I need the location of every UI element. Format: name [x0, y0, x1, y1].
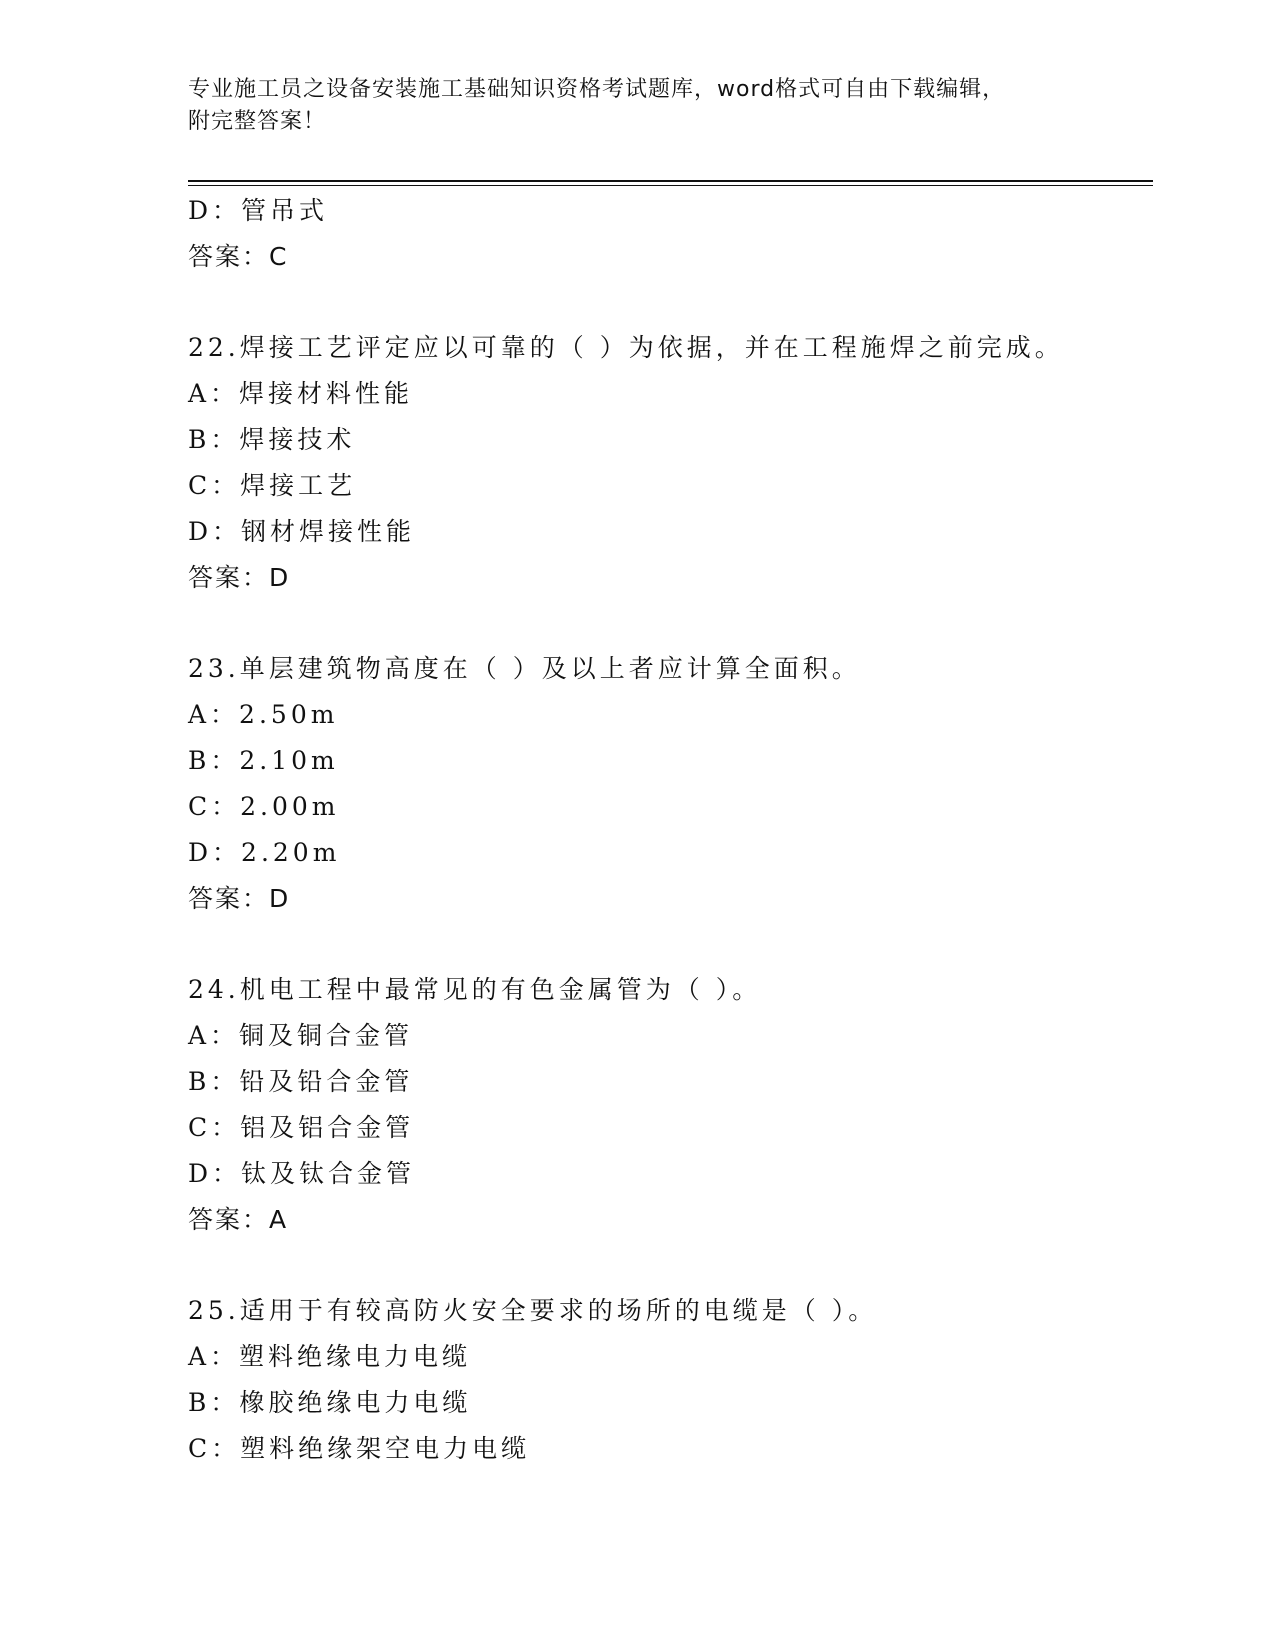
option-text: A：塑料绝缘电力电缆	[188, 1342, 472, 1371]
answer-text: 答案：D	[188, 563, 291, 592]
question-text: 25.适用于有较高防火安全要求的场所的电缆是（ ）。	[188, 1296, 878, 1325]
option-text: B：橡胶绝缘电力电缆	[188, 1388, 472, 1417]
option-text: D：2.20m	[188, 838, 341, 867]
option-text: C：焊接工艺	[188, 471, 357, 500]
question-text: 23.单层建筑物高度在（ ）及以上者应计算全面积。	[188, 654, 861, 683]
document-header	[188, 74, 1088, 138]
option-text: A：焊接材料性能	[188, 379, 414, 408]
question-spacer	[188, 280, 1153, 325]
option-text: C：铝及铝合金管	[188, 1113, 415, 1142]
answer-text: 答案：C	[188, 242, 289, 271]
option-text: B：铅及铅合金管	[188, 1067, 414, 1096]
question-spacer	[188, 922, 1153, 967]
answer-text: 答案：A	[188, 1205, 289, 1234]
header-title-line-2: 附完整答案！	[188, 109, 327, 134]
header-divider-thick	[188, 180, 1153, 182]
option-text: C：塑料绝缘架空电力电缆	[188, 1434, 531, 1463]
option-text: A：2.50m	[188, 700, 339, 729]
option-text: B：焊接技术	[188, 425, 356, 454]
option-text: D：钛及钛合金管	[188, 1159, 416, 1188]
option-text: B：2.10m	[188, 746, 339, 775]
header-title-line-1: 专业施工员之设备安装施工基础知识资格考试题库，word格式可自由下载编辑，	[188, 77, 1006, 102]
question-spacer	[188, 601, 1153, 646]
header-divider-thin	[188, 185, 1153, 186]
question-list	[188, 188, 1153, 1472]
question-spacer	[188, 1243, 1153, 1288]
question-text: 22.焊接工艺评定应以可靠的（ ）为依据，并在工程施焊之前完成。	[188, 333, 1064, 362]
answer-text: 答案：D	[188, 884, 291, 913]
option-text: C：2.00m	[188, 792, 340, 821]
question-text: 24.机电工程中最常见的有色金属管为（ ）。	[188, 975, 762, 1004]
option-text: D：管吊式	[188, 196, 329, 225]
option-text: D：钢材焊接性能	[188, 517, 416, 546]
option-text: A：铜及铜合金管	[188, 1021, 414, 1050]
